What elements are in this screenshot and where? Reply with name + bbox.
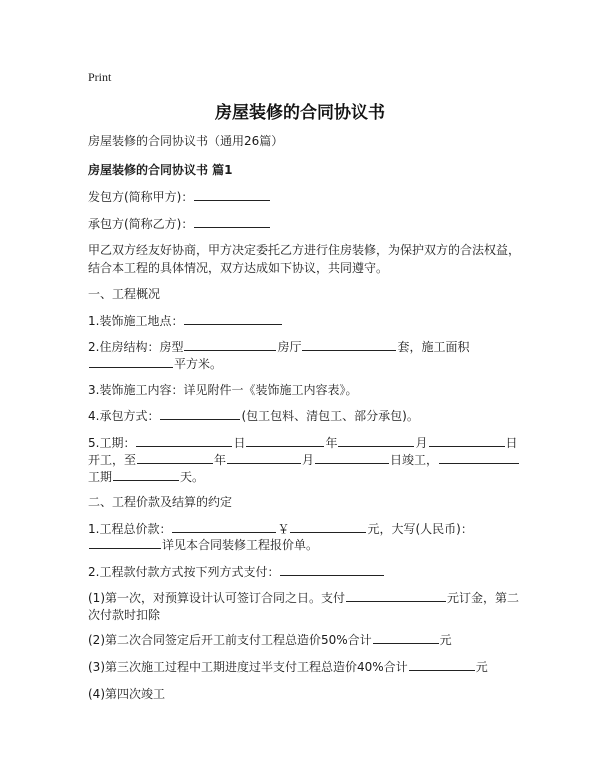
item-1-5-start-year-label: 年 [325, 436, 338, 450]
party-a-line [88, 187, 528, 207]
item-1-4-b: (包工包料、清包工、部分承包)。 [241, 409, 419, 423]
item-1-3 [88, 380, 528, 400]
pay-1-cont [88, 605, 528, 625]
subtitle-text: 房屋装修的合同协议书（通用26篇） [88, 134, 284, 148]
document-subtitle [88, 131, 528, 151]
start-year-blank [136, 434, 232, 447]
price-words-blank [89, 536, 161, 549]
intro-text-1: 甲乙双方经友好协商，甲方决定委托乙方进行住房装修，为保护双方的合法权益， [88, 243, 521, 257]
contract-type-blank [160, 407, 240, 420]
deposit-blank [346, 589, 446, 602]
hall-blank [302, 338, 396, 351]
item-1-1 [88, 311, 528, 331]
pay-2-a: (2)第二次合同签定后开工前支付工程总造价50%合计 [88, 633, 372, 647]
heading-2-text: 二、工程价款及结算的约定 [88, 495, 233, 509]
item-1-5-dur-b: 天。 [180, 470, 205, 484]
item-2-1-a: 1.工程总价款： [88, 522, 172, 536]
party-b-blank [194, 215, 270, 228]
pay-3-a: (3)第三次施工过程中工期进度过半支付工程总造价40%合计 [88, 660, 408, 674]
section-title-text: 房屋装修的合同协议书 篇1 [88, 163, 233, 177]
item-1-5-start-day-label: 日 [233, 436, 246, 450]
pay-4-text: (4)第四次竣工 [88, 687, 165, 701]
start-month-blank [246, 434, 324, 447]
item-1-1-label: 1.装饰施工地点： [88, 314, 184, 328]
item-1-5-end-year-label: 年 [214, 453, 227, 467]
party-a-label: 发包方(简称甲方)： [88, 190, 194, 204]
location-blank [184, 312, 282, 325]
item-1-5-start: 开工，至 [88, 453, 137, 467]
party-a-blank [194, 188, 270, 201]
area-blank [89, 355, 173, 368]
total-price-blank [172, 520, 276, 533]
heading-2 [88, 492, 528, 512]
heading-1 [88, 284, 528, 304]
item-2-2-text: 2.工程款付款方式按下列方式支付： [88, 565, 280, 579]
item-1-3-text: 3.装饰施工内容：详见附件一《装饰施工内容表》。 [88, 383, 358, 397]
heading-1-text: 一、工程概况 [88, 287, 161, 301]
item-1-2-cont [88, 354, 528, 374]
price-amount-blank [290, 520, 366, 533]
duration-blank [113, 468, 179, 481]
item-2-1-c: 元，大写(人民币)： [367, 522, 473, 536]
item-1-5-a: 5.工期： [88, 436, 136, 450]
pay-2-b: 元 [439, 633, 452, 647]
intro-line-1 [88, 240, 528, 260]
item-1-5-start-date-label: 日 [505, 436, 518, 450]
item-1-5-end: 日竣工， [390, 453, 439, 467]
item-1-5-dur-a: 工期 [88, 470, 113, 484]
item-1-5-end-month-label: 月 [302, 453, 315, 467]
start-day-blank [338, 434, 414, 447]
pay-1-b: 元订金，第二 [447, 591, 520, 605]
end-blank-4 [439, 451, 519, 464]
party-b-label: 承包方(简称乙方)： [88, 217, 194, 231]
room-type-blank [184, 338, 276, 351]
pay-2 [88, 630, 528, 650]
end-blank-3 [315, 451, 389, 464]
pay-4 [88, 684, 528, 704]
pay-3 [88, 657, 528, 677]
section-title [88, 160, 528, 180]
intro-line-2 [88, 258, 528, 278]
intro-text-2: 结合本工程的具体情况，双方达成如下协议，共同遵守。 [88, 261, 389, 275]
item-2-2 [88, 562, 528, 582]
print-label: Print [88, 70, 112, 84]
pay-2-blank [373, 631, 439, 644]
item-1-2-c: 套，施工面积 [397, 340, 470, 354]
item-1-4 [88, 406, 528, 426]
pay-1-c: 次付款时扣除 [88, 608, 161, 622]
item-1-2-d: 平方米。 [174, 357, 223, 371]
pay-1-a: (1)第一次，对预算设计认可签订合同之日。支付 [88, 591, 345, 605]
item-2-1-b: ￥ [277, 522, 290, 536]
start-date-blank [429, 434, 505, 447]
item-2-1-cont [88, 535, 528, 555]
party-b-line [88, 214, 528, 234]
item-1-2-a: 2.住房结构：房型 [88, 340, 184, 354]
document-title: 房屋装修的合同协议书 [215, 103, 385, 123]
payment-method-blank [280, 563, 384, 576]
end-blank-1 [137, 451, 213, 464]
item-1-2-b: 房厅 [277, 340, 302, 354]
item-1-4-a: 4.承包方式： [88, 409, 160, 423]
item-1-5-duration [88, 467, 528, 487]
pay-3-blank [409, 658, 475, 671]
pay-3-b: 元 [475, 660, 488, 674]
item-2-1-d: 详见本合同装修工程报价单。 [162, 538, 319, 552]
end-blank-2 [227, 451, 301, 464]
item-1-5-start-month-label: 月 [415, 436, 428, 450]
